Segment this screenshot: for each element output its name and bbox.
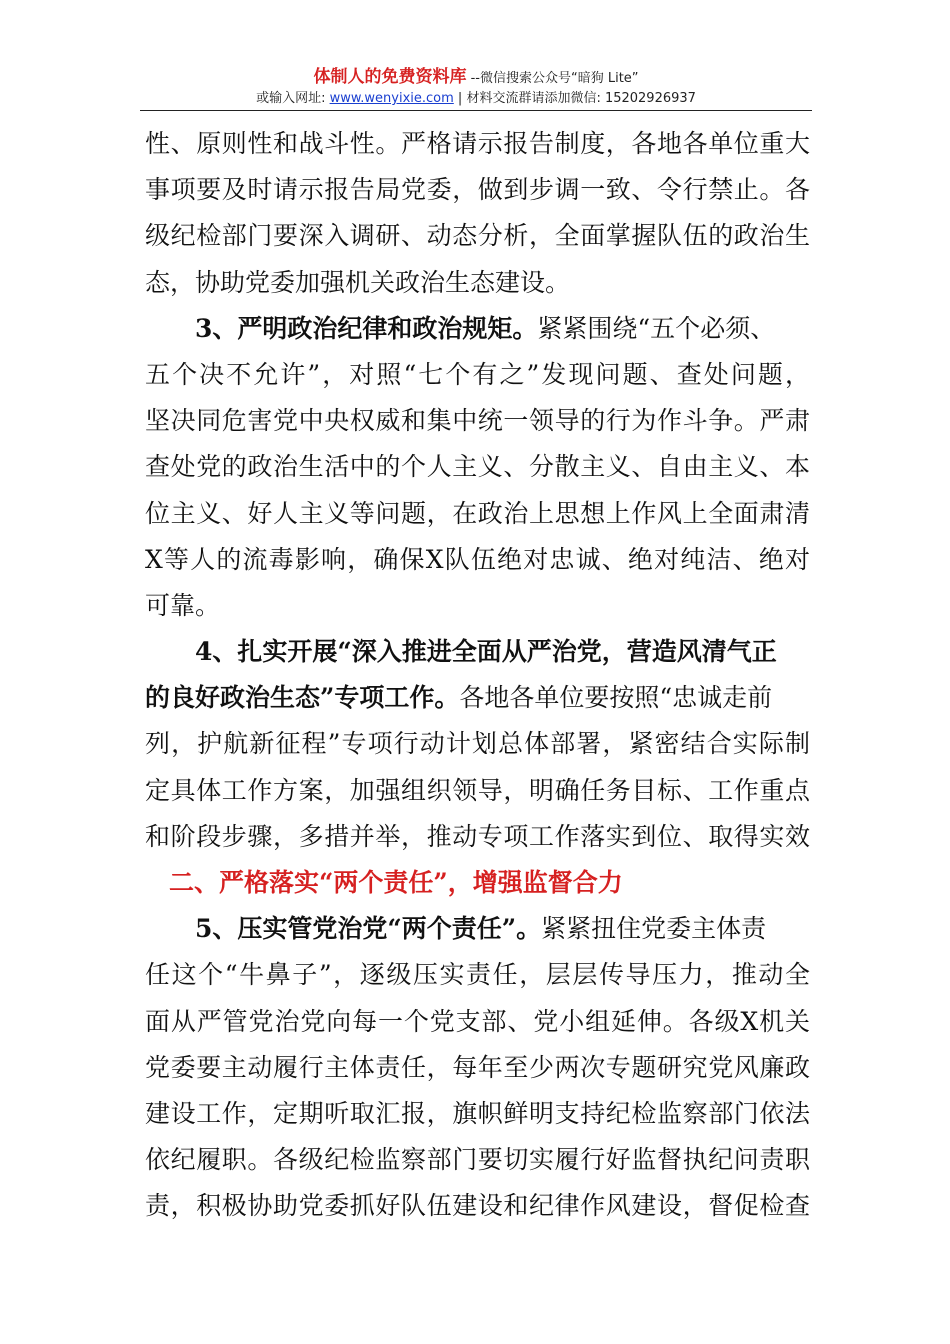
item-text: 紧紧扭住党委主体责 [541,914,767,944]
item-title: 5、压实管党治党“两个责任”。 [195,914,542,944]
header-line-1 [140,66,812,88]
text-line: 态，协助党委加强机关政治生态建设。 [145,267,571,297]
header-divider [140,110,812,111]
header-line-2 [140,90,812,108]
text-line: 和阶段步骤，多措并举，推动专项工作落实到位、取得实效 [145,821,810,851]
text-line: 建设工作，定期听取汇报，旗帜鲜明支持纪检监察部门依法 [145,1098,810,1128]
site-name: 体制人的免费资料库 [313,67,467,87]
text-line: X等人的流毒影响，确保X队伍绝对忠诚、绝对纯洁、绝对 [145,544,810,574]
text-line: 定具体工作方案，加强组织领导，明确任务目标、工作重点 [145,775,810,805]
item-title: 3、严明政治纪律和政治规矩。 [195,313,538,343]
text-line: 级纪检部门要深入调研、动态分析，全面掌握队伍的政治生 [145,221,810,251]
section-heading: 二、严格落实“两个责任”，增强监督合力 [169,868,623,897]
text-line: 任这个“牛鼻子”，逐级压实责任，层层传导压力，推动全 [145,960,810,990]
site-tagline: --微信搜索公众号“暗狗 Lite” [466,71,639,86]
website-link[interactable]: www.wenyixie.com [329,91,454,106]
document-body [145,121,810,1230]
text-line [145,906,810,952]
text-line: 性、原则性和战斗性。严格请示报告制度，各地各单位重大 [145,129,810,158]
contact-info: | 材料交流群请添加微信: 15202926937 [453,91,696,106]
text-line: 依纪履职。各级纪检监察部门要切实履行好监督执纪问责职 [145,1145,810,1175]
url-prefix: 或输入网址: [256,91,330,106]
text-line: 事项要及时请示报告局党委，做到步调一致、令行禁止。各 [145,175,810,205]
text-line: 可靠。 [145,590,221,620]
item-text: 紧紧围绕“五个必须、 [537,313,776,343]
text-line [145,675,810,721]
text-line: 五个决不允许”，对照“七个有之”发现问题、查处问题， [145,359,810,389]
item-title-line: 4、扎实开展“深入推进全面从严治党，营造风清气正 [195,637,777,667]
text-line: 责，积极协助党委抓好队伍建设和纪律作风建设，督促检查 [145,1191,810,1221]
text-line: 坚决同危害党中央权威和集中统一领导的行为作斗争。严肃 [145,406,810,436]
text-line: 列，护航新征程”专项行动计划总体部署，紧密结合实际制 [145,729,810,759]
text-line: 党委要主动履行主体责任，每年至少两次专题研究党风廉政 [145,1052,810,1082]
item-text: 各地各单位要按照“忠诚走前 [459,683,773,713]
text-line [145,306,810,352]
text-line: 面从严管党治党向每一个党支部、党小组延伸。各级X机关 [145,1006,810,1036]
page-header [140,66,812,108]
text-line: 查处党的政治生活中的个人主义、分散主义、自由主义、本 [145,452,810,482]
item-title: 的良好政治生态”专项工作。 [145,683,460,713]
text-line: 位主义、好人主义等问题，在政治上思想上作风上全面肃清 [145,498,810,528]
